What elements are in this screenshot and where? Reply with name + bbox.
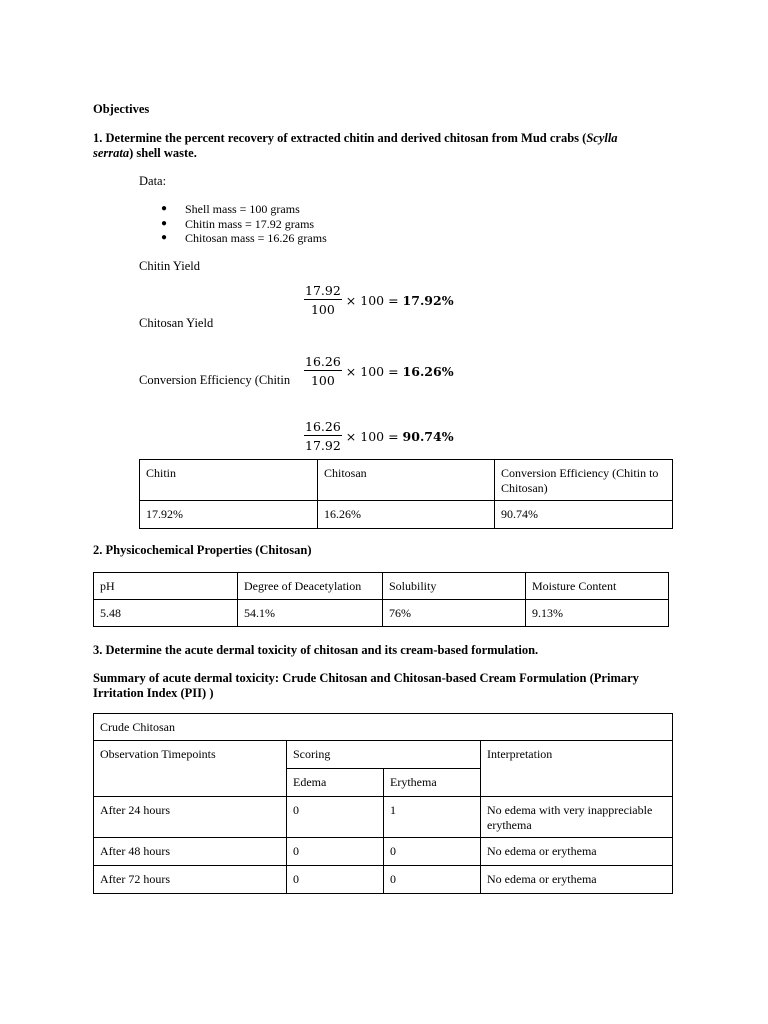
table-header: Conversion Efficiency (Chitin to Chitosan) — [495, 460, 673, 501]
table-cell: 5.48 — [94, 600, 238, 627]
table-row — [94, 600, 669, 627]
interpretation-header: Interpretation — [481, 741, 673, 797]
table-header: Solubility — [383, 573, 526, 600]
table-row — [140, 460, 673, 501]
table-cell: 0 — [287, 838, 384, 866]
table-header: Chitin — [140, 460, 318, 501]
result: 90.74% — [402, 428, 454, 444]
numerator: 16.26 — [305, 419, 341, 434]
objective-1-heading — [93, 131, 653, 161]
operator: × 100 = — [345, 363, 399, 379]
table-row — [94, 573, 669, 600]
list-item: ● Shell mass = 100 grams — [161, 202, 327, 217]
table-row — [140, 501, 673, 529]
denominator: 100 — [310, 373, 335, 388]
table-cell: 16.26% — [318, 501, 495, 529]
table-header: Chitosan — [318, 460, 495, 501]
data-list — [161, 202, 327, 246]
species-name: Scylla serrata — [93, 131, 618, 160]
table-row — [94, 797, 673, 838]
conversion-formula — [304, 419, 454, 453]
numerator: 16.26 — [305, 354, 341, 369]
toxicity-table — [93, 713, 673, 894]
edema-header: Edema — [287, 769, 384, 797]
table-cell: 17.92% — [140, 501, 318, 529]
chitosan-yield-label: Chitosan Yield — [139, 316, 214, 330]
numerator: 17.92 — [305, 283, 341, 298]
chitin-yield-label: Chitin Yield — [139, 259, 200, 273]
section-3-heading: 3. Determine the acute dermal toxicity of chitosan and its cream-based formulation. — [93, 643, 539, 657]
table-cell: 9.13% — [526, 600, 669, 627]
physicochemical-table — [93, 572, 669, 627]
table-cell: No edema with very inappreciable erythema — [481, 797, 673, 838]
summary-heading: Summary of acute dermal toxicity: Crude Chitosan and Chitosan-based Cream Formulation (Primary Irritation Index (PII) ) — [93, 671, 639, 700]
list-item: ● Chitosan mass = 16.26 grams — [161, 231, 327, 246]
table-row — [94, 714, 673, 741]
table-row — [94, 866, 673, 894]
table-cell: 0 — [384, 866, 481, 894]
scoring-header: Scoring — [287, 741, 481, 769]
table-cell: 0 — [384, 838, 481, 866]
table-cell: After 24 hours — [94, 797, 287, 838]
table-cell: 0 — [287, 866, 384, 894]
table-row — [94, 741, 673, 769]
table-cell: 54.1% — [238, 600, 383, 627]
section-2-heading: 2. Physicochemical Properties (Chitosan) — [93, 543, 312, 557]
table-cell: 76% — [383, 600, 526, 627]
table-cell: 0 — [287, 797, 384, 838]
table-cell: 90.74% — [495, 501, 673, 529]
table-header: pH — [94, 573, 238, 600]
table-cell: After 48 hours — [94, 838, 287, 866]
chitin-yield-formula — [304, 283, 454, 317]
result: 17.92% — [402, 292, 454, 308]
table-title: Crude Chitosan — [94, 714, 673, 741]
chitosan-yield-formula — [304, 354, 454, 388]
table-cell: No edema or erythema — [481, 866, 673, 894]
erythema-header: Erythema — [384, 769, 481, 797]
objective-1-suffix: ) shell waste. — [129, 146, 197, 160]
denominator: 17.92 — [305, 438, 341, 453]
denominator: 100 — [310, 302, 335, 317]
table-cell: After 72 hours — [94, 866, 287, 894]
table-header: Degree of Deacetylation — [238, 573, 383, 600]
list-item: ● Chitin mass = 17.92 grams — [161, 217, 327, 232]
table-header: Moisture Content — [526, 573, 669, 600]
table-row — [94, 838, 673, 866]
table-cell: No edema or erythema — [481, 838, 673, 866]
objective-1-prefix: 1. Determine the percent recovery of extracted chitin and derived chitosan from Mud crabs ( — [93, 131, 587, 145]
result: 16.26% — [402, 363, 454, 379]
observation-header: Observation Timepoints — [94, 741, 287, 797]
operator: × 100 = — [345, 428, 399, 444]
conversion-label: Conversion Efficiency (Chitin — [139, 373, 291, 387]
operator: × 100 = — [345, 292, 399, 308]
table-cell: 1 — [384, 797, 481, 838]
objectives-heading: Objectives — [93, 102, 150, 116]
yield-table — [139, 459, 673, 529]
data-label: Data: — [139, 174, 167, 188]
